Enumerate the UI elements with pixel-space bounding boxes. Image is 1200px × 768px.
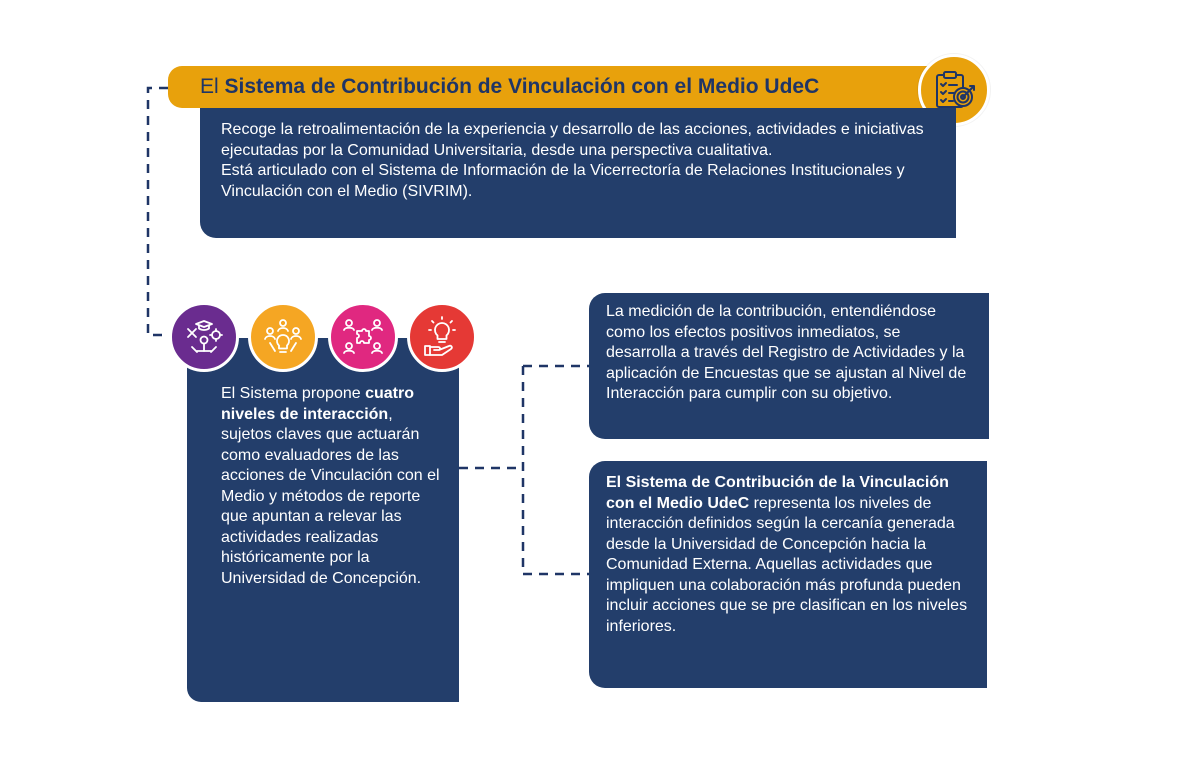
levels-text-intro: El Sistema propone (221, 385, 366, 402)
header-title-bold: Sistema de Contribución de Vinculación con el Medio UdeC (224, 75, 820, 98)
contribution-system-bold: El Sistema de Contribución de la Vinculación con el Medio UdeC (606, 474, 949, 512)
contribution-system-text: representa los niveles de interacción definidos según la cercanía generada desde la Universidad de Concepción hacia la Comunidad Externa. Aquellas actividades que impliquen una colaboración más profunda pueden incluir acciones que se pre clasifican en los niveles inferiores. (606, 494, 968, 635)
levels-text-rest: , sujetos claves que actuarán como evaluadores de las acciones de Vinculación con el Medio y métodos de reporte que apuntan a relevar las actividades realizadas históricamente por la Universidad de Concepción. (221, 405, 440, 587)
header-title (168, 66, 968, 108)
hand-lightbulb-icon (407, 302, 477, 372)
team-idea-icon (248, 302, 318, 372)
tools-graduation-icon (169, 302, 239, 372)
contribution-system-box (589, 461, 987, 688)
people-puzzle-icon (328, 302, 398, 372)
levels-text-bold: cuatro niveles de interacción (221, 385, 414, 423)
connector-header-to-levels (148, 88, 168, 335)
system-description-paragraph-2: Está articulado con el Sistema de Información de la Vicerrectoría de Relaciones Institucionales y Vinculación con el Medio (SIVRIM). (221, 162, 905, 200)
system-description-paragraph-1: Recoge la retroalimentación de la experiencia y desarrollo de las acciones, actividades e iniciativas ejecutadas por la Comunidad Universitaria, desde una perspectiva cualitativa. (221, 121, 924, 159)
system-description-box (200, 108, 956, 238)
header-title-prefix: El (200, 75, 219, 98)
interaction-levels-box (187, 338, 459, 702)
measurement-text: La medición de la contribución, entendiéndose como los efectos positivos inmediatos, se desarrolla a través del Registro de Actividades y la aplicación de Encuestas que se ajustan al Nivel de Interacción para cumplir con su objetivo. (606, 303, 967, 402)
measurement-box (589, 293, 989, 439)
